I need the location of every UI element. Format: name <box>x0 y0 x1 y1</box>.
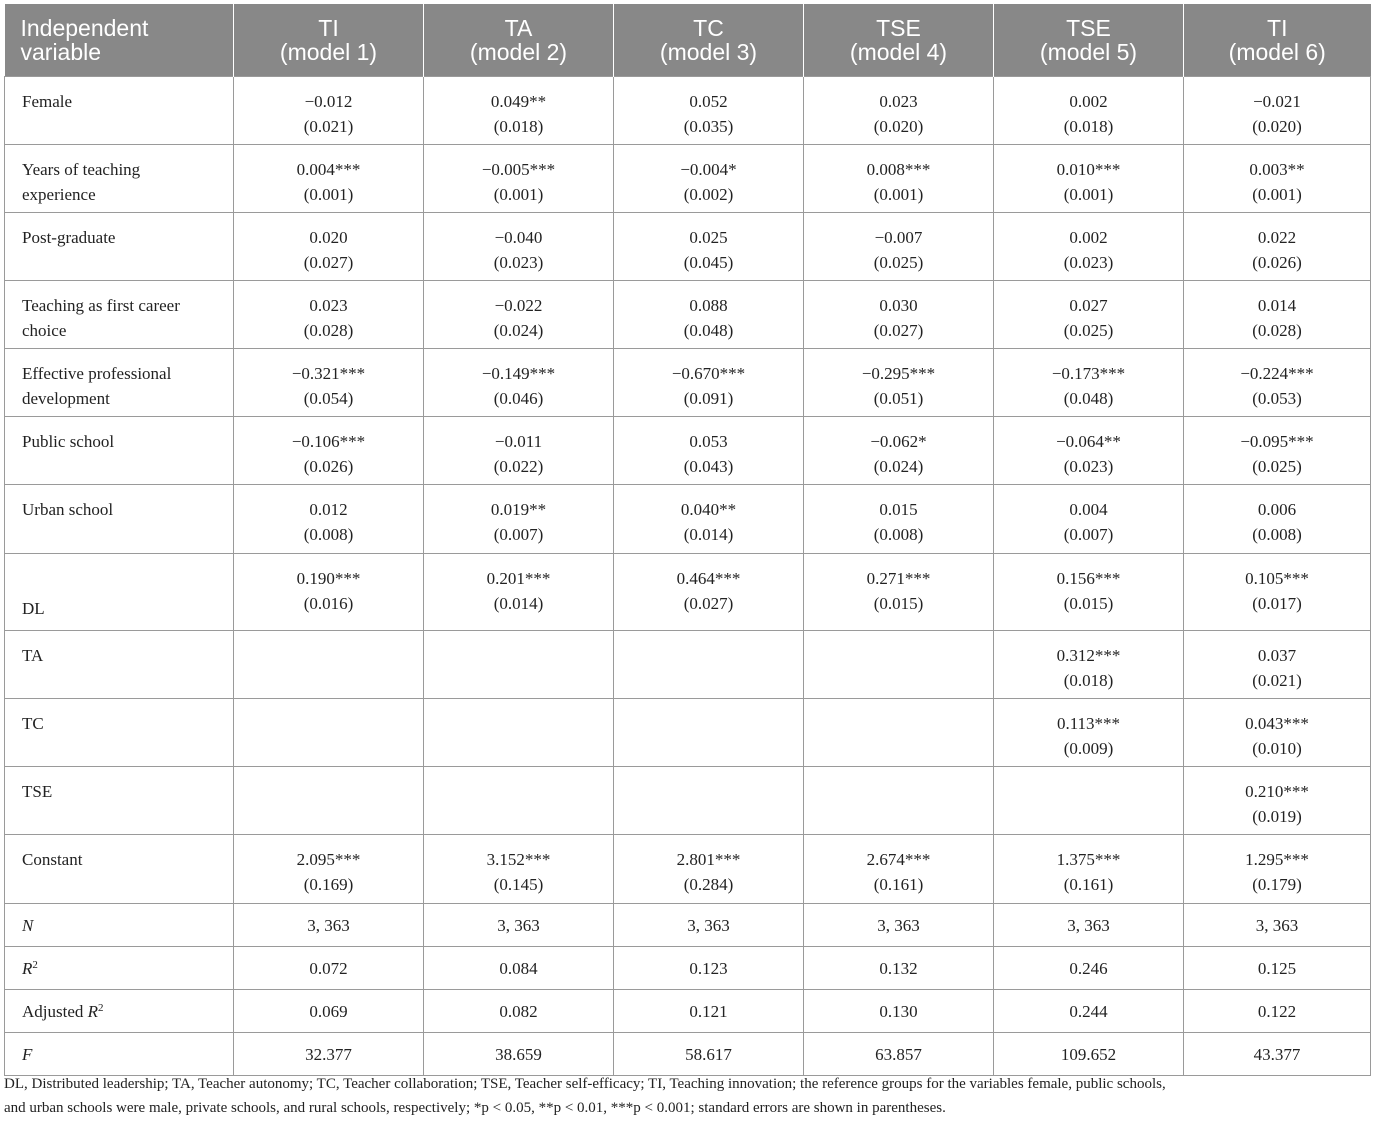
table-row <box>5 699 1371 767</box>
stat-symbol: F <box>22 1045 33 1064</box>
standard-error: (0.026) <box>303 457 354 476</box>
standard-error: (0.025) <box>1063 321 1114 340</box>
stat-value: 3, 363 <box>234 904 424 947</box>
coefficient: 0.113*** <box>1056 714 1121 733</box>
standard-error: (0.014) <box>493 594 544 613</box>
coefficient: 0.006 <box>1257 500 1297 519</box>
cell-model-3 <box>614 349 804 417</box>
coefficient: 0.312*** <box>1056 646 1121 665</box>
coefficient: 2.095*** <box>296 850 361 869</box>
header-row <box>5 4 1371 77</box>
footnote-line-2: and urban schools were male, private schools, and rural schools, respectively; *p < 0.05, **p < 0.01, ***p < 0.001; standard errors are shown in parentheses. <box>4 1100 946 1116</box>
cell-model-6 <box>1184 281 1371 349</box>
coefficient: −0.670*** <box>671 364 746 383</box>
coefficient: 0.043*** <box>1245 714 1309 733</box>
cell-model-5 <box>994 281 1184 349</box>
cell-model-4 <box>804 485 994 554</box>
standard-error: (0.016) <box>303 594 354 613</box>
coefficient: −0.173*** <box>1051 364 1126 383</box>
coefficient: 0.027 <box>1069 296 1108 315</box>
stat-value: 3, 363 <box>614 904 804 947</box>
coefficient: −0.021 <box>1253 92 1301 111</box>
row-label-line: Teaching as first career <box>22 296 180 315</box>
stat-value: 32.377 <box>234 1033 424 1076</box>
stat-value: 3, 363 <box>1184 904 1371 947</box>
coefficient: 0.012 <box>309 500 348 519</box>
cell-model-4 <box>804 77 994 145</box>
row-label-line: Effective professional <box>22 364 172 383</box>
stat-label <box>5 1033 234 1076</box>
row-label-line: Post-graduate <box>22 228 116 247</box>
standard-error: (0.017) <box>1252 594 1302 613</box>
coefficient: 1.295*** <box>1245 850 1309 869</box>
row-label <box>5 699 234 767</box>
row-label-line: DL <box>22 599 45 618</box>
table-row <box>5 417 1371 485</box>
coefficient: 0.023 <box>309 296 348 315</box>
header-model-1: TI (model 1) <box>234 4 424 77</box>
standard-error: (0.015) <box>873 594 924 613</box>
row-label-line: Urban school <box>22 500 114 519</box>
stat-symbol: N <box>22 916 34 935</box>
table-row <box>5 77 1371 145</box>
standard-error: (0.048) <box>683 321 734 340</box>
standard-error: (0.014) <box>683 525 734 544</box>
standard-error: (0.025) <box>1252 457 1302 476</box>
standard-error: (0.179) <box>1252 875 1302 894</box>
cell-model-1 <box>234 631 424 699</box>
stat-value: 0.246 <box>994 947 1184 990</box>
coefficient: −0.295*** <box>861 364 936 383</box>
stat-value: 0.069 <box>234 990 424 1033</box>
standard-error: (0.054) <box>303 389 354 408</box>
standard-error: (0.008) <box>1252 525 1302 544</box>
standard-error: (0.001) <box>303 185 354 204</box>
row-label <box>5 145 234 213</box>
coefficient: 0.201*** <box>486 569 551 588</box>
header-model-2: TA (model 2) <box>424 4 614 77</box>
cell-model-2 <box>424 77 614 145</box>
coefficient: 0.271*** <box>866 569 931 588</box>
cell-model-6 <box>1184 699 1371 767</box>
row-label <box>5 281 234 349</box>
cell-model-2 <box>424 281 614 349</box>
standard-error: (0.010) <box>1252 739 1302 758</box>
cell-model-1 <box>234 835 424 904</box>
stat-label <box>5 947 234 990</box>
row-label-line: Years of teaching <box>22 160 141 179</box>
standard-error: (0.021) <box>1252 671 1302 690</box>
cell-model-4 <box>804 767 994 835</box>
standard-error: (0.001) <box>873 185 924 204</box>
coefficient: 0.105*** <box>1245 569 1309 588</box>
cell-model-6 <box>1184 767 1371 835</box>
standard-error: (0.045) <box>683 253 734 272</box>
stat-value: 0.122 <box>1184 990 1371 1033</box>
standard-error: (0.035) <box>683 117 734 136</box>
cell-model-3 <box>614 213 804 281</box>
standard-error: (0.284) <box>683 875 734 894</box>
header-model-3: TC (model 3) <box>614 4 804 77</box>
header-model-6: TI (model 6) <box>1184 4 1371 77</box>
cell-model-1 <box>234 767 424 835</box>
standard-error: (0.024) <box>873 457 924 476</box>
standard-error: (0.023) <box>1063 457 1114 476</box>
standard-error: (0.024) <box>493 321 544 340</box>
cell-model-5 <box>994 485 1184 554</box>
standard-error: (0.091) <box>683 389 734 408</box>
row-label <box>5 417 234 485</box>
cell-model-1 <box>234 145 424 213</box>
standard-error: (0.018) <box>1063 671 1114 690</box>
row-label <box>5 77 234 145</box>
coefficient: −0.224*** <box>1240 364 1314 383</box>
row-label <box>5 349 234 417</box>
standard-error: (0.008) <box>873 525 924 544</box>
stat-value: 63.857 <box>804 1033 994 1076</box>
row-label <box>5 767 234 835</box>
stat-value: 3, 363 <box>994 904 1184 947</box>
table-row <box>5 554 1371 631</box>
stat-value: 38.659 <box>424 1033 614 1076</box>
standard-error: (0.026) <box>1252 253 1302 272</box>
coefficient: −0.022 <box>494 296 543 315</box>
standard-error: (0.145) <box>493 875 544 894</box>
cell-model-2 <box>424 767 614 835</box>
stat-value: 58.617 <box>614 1033 804 1076</box>
cell-model-2 <box>424 417 614 485</box>
coefficient: 0.052 <box>689 92 728 111</box>
table-row <box>5 631 1371 699</box>
coefficient: 0.003** <box>1249 160 1305 179</box>
stat-label-prefix: Adjusted <box>22 1002 88 1021</box>
stat-value: 0.082 <box>424 990 614 1033</box>
table-row <box>5 145 1371 213</box>
standard-error: (0.043) <box>683 457 734 476</box>
coefficient: 2.801*** <box>676 850 741 869</box>
stat-value: 3, 363 <box>424 904 614 947</box>
stat-value: 0.084 <box>424 947 614 990</box>
cell-model-4 <box>804 835 994 904</box>
cell-model-2 <box>424 213 614 281</box>
standard-error: (0.022) <box>493 457 544 476</box>
stat-row <box>5 904 1371 947</box>
cell-model-5 <box>994 213 1184 281</box>
stat-value: 0.244 <box>994 990 1184 1033</box>
coefficient: 0.037 <box>1257 646 1297 665</box>
coefficient: 0.190*** <box>296 569 361 588</box>
standard-error: (0.020) <box>1252 117 1302 136</box>
cell-model-3 <box>614 835 804 904</box>
header-model-5: TSE (model 5) <box>994 4 1184 77</box>
cell-model-6 <box>1184 213 1371 281</box>
standard-error: (0.027) <box>683 594 734 613</box>
cell-model-4 <box>804 554 994 631</box>
coefficient: 0.023 <box>879 92 918 111</box>
standard-error: (0.020) <box>873 117 924 136</box>
table-row <box>5 213 1371 281</box>
stat-superscript: 2 <box>32 959 38 971</box>
row-label-line: Female <box>22 92 73 111</box>
stat-superscript: 2 <box>98 1002 104 1014</box>
cell-model-3 <box>614 145 804 213</box>
coefficient: 0.015 <box>879 500 918 519</box>
coefficient: −0.062* <box>870 432 927 451</box>
coefficient: 0.156*** <box>1056 569 1121 588</box>
coefficient: −0.005*** <box>481 160 556 179</box>
stat-value: 0.130 <box>804 990 994 1033</box>
cell-model-6 <box>1184 631 1371 699</box>
coefficient: 2.674*** <box>866 850 931 869</box>
footnote-line-1: DL, Distributed leadership; TA, Teacher autonomy; TC, Teacher collaboration; TSE, Teacher self-efficacy; TI, Teaching innovation; the reference groups for the variables female, public schools, <box>4 1076 1166 1092</box>
cell-model-3 <box>614 699 804 767</box>
cell-model-3 <box>614 417 804 485</box>
coefficient: 0.008*** <box>866 160 931 179</box>
coefficient: 0.020 <box>309 228 348 247</box>
cell-model-1 <box>234 349 424 417</box>
standard-error: (0.002) <box>683 185 734 204</box>
coefficient: −0.106*** <box>291 432 366 451</box>
coefficient: 0.022 <box>1257 228 1297 247</box>
cell-model-1 <box>234 554 424 631</box>
cell-model-2 <box>424 699 614 767</box>
stat-label <box>5 904 234 947</box>
stat-value: 0.125 <box>1184 947 1371 990</box>
coefficient: 0.004 <box>1069 500 1108 519</box>
standard-error: (0.161) <box>873 875 924 894</box>
row-label <box>5 631 234 699</box>
stat-value: 0.132 <box>804 947 994 990</box>
cell-model-4 <box>804 417 994 485</box>
stat-value: 0.123 <box>614 947 804 990</box>
row-label <box>5 485 234 554</box>
header-variable: Independent variable <box>5 4 234 77</box>
cell-model-1 <box>234 281 424 349</box>
cell-model-4 <box>804 349 994 417</box>
cell-model-6 <box>1184 145 1371 213</box>
cell-model-5 <box>994 699 1184 767</box>
cell-model-2 <box>424 835 614 904</box>
cell-model-4 <box>804 699 994 767</box>
table-row <box>5 835 1371 904</box>
cell-model-5 <box>994 835 1184 904</box>
stat-value: 43.377 <box>1184 1033 1371 1076</box>
cell-model-6 <box>1184 417 1371 485</box>
stat-value: 0.072 <box>234 947 424 990</box>
row-label-line: TA <box>22 646 44 665</box>
row-label-line: development <box>22 389 110 408</box>
cell-model-6 <box>1184 349 1371 417</box>
cell-model-5 <box>994 349 1184 417</box>
coefficient: −0.012 <box>304 92 353 111</box>
cell-model-1 <box>234 213 424 281</box>
row-label <box>5 554 234 631</box>
cell-model-5 <box>994 767 1184 835</box>
standard-error: (0.025) <box>873 253 924 272</box>
coefficient: −0.321*** <box>291 364 366 383</box>
standard-error: (0.001) <box>1063 185 1114 204</box>
coefficient: 0.004*** <box>296 160 361 179</box>
stat-label <box>5 990 234 1033</box>
cell-model-2 <box>424 145 614 213</box>
standard-error: (0.018) <box>1063 117 1114 136</box>
stat-row <box>5 947 1371 990</box>
table-row <box>5 349 1371 417</box>
coefficient: −0.007 <box>874 228 923 247</box>
standard-error: (0.027) <box>873 321 924 340</box>
row-label-line: choice <box>22 321 67 340</box>
coefficient: −0.095*** <box>1240 432 1314 451</box>
cell-model-3 <box>614 554 804 631</box>
stat-symbol: R <box>87 1002 99 1021</box>
row-label <box>5 835 234 904</box>
standard-error: (0.169) <box>303 875 354 894</box>
cell-model-2 <box>424 554 614 631</box>
table-row <box>5 767 1371 835</box>
stat-value: 0.121 <box>614 990 804 1033</box>
cell-model-5 <box>994 554 1184 631</box>
standard-error: (0.161) <box>1063 875 1114 894</box>
stat-symbol: R <box>22 959 33 978</box>
coefficient: 0.002 <box>1069 92 1108 111</box>
cell-model-2 <box>424 349 614 417</box>
cell-model-3 <box>614 281 804 349</box>
header-model-4: TSE (model 4) <box>804 4 994 77</box>
stat-row <box>5 1033 1371 1076</box>
standard-error: (0.028) <box>303 321 354 340</box>
coefficient: 0.010*** <box>1056 160 1121 179</box>
row-label-line: TSE <box>22 782 53 801</box>
cell-model-1 <box>234 699 424 767</box>
cell-model-5 <box>994 77 1184 145</box>
coefficient: 0.053 <box>689 432 728 451</box>
standard-error: (0.028) <box>1252 321 1302 340</box>
coefficient: 0.014 <box>1257 296 1297 315</box>
standard-error: (0.023) <box>1063 253 1114 272</box>
standard-error: (0.001) <box>1252 185 1302 204</box>
standard-error: (0.015) <box>1063 594 1114 613</box>
coefficient: 0.030 <box>879 296 918 315</box>
cell-model-4 <box>804 631 994 699</box>
cell-model-5 <box>994 145 1184 213</box>
row-label <box>5 213 234 281</box>
table-footnote <box>4 1072 1370 1120</box>
standard-error: (0.046) <box>493 389 544 408</box>
cell-model-3 <box>614 77 804 145</box>
stat-value: 3, 363 <box>804 904 994 947</box>
stat-value: 109.652 <box>994 1033 1184 1076</box>
cell-model-6 <box>1184 554 1371 631</box>
standard-error: (0.021) <box>303 117 354 136</box>
cell-model-1 <box>234 417 424 485</box>
row-label-line: Public school <box>22 432 115 451</box>
coefficient: −0.004* <box>680 160 737 179</box>
cell-model-2 <box>424 631 614 699</box>
coefficient: 1.375*** <box>1056 850 1121 869</box>
regression-table <box>4 4 1371 1076</box>
cell-model-5 <box>994 417 1184 485</box>
standard-error: (0.023) <box>493 253 544 272</box>
cell-model-3 <box>614 631 804 699</box>
stat-row <box>5 990 1371 1033</box>
coefficient: 0.040** <box>680 500 737 519</box>
cell-model-4 <box>804 213 994 281</box>
standard-error: (0.008) <box>303 525 354 544</box>
row-label-line: Constant <box>22 850 83 869</box>
coefficient: 3.152*** <box>486 850 551 869</box>
row-label-line: experience <box>22 185 96 204</box>
standard-error: (0.048) <box>1063 389 1114 408</box>
cell-model-6 <box>1184 77 1371 145</box>
cell-model-1 <box>234 485 424 554</box>
row-label-line: TC <box>22 714 44 733</box>
cell-model-4 <box>804 281 994 349</box>
table-row <box>5 485 1371 554</box>
coefficient: 0.210*** <box>1245 782 1309 801</box>
coefficient: −0.011 <box>494 432 543 451</box>
standard-error: (0.007) <box>493 525 544 544</box>
standard-error: (0.001) <box>493 185 544 204</box>
coefficient: 0.049** <box>490 92 547 111</box>
standard-error: (0.053) <box>1252 389 1302 408</box>
standard-error: (0.027) <box>303 253 354 272</box>
coefficient: −0.040 <box>494 228 543 247</box>
standard-error: (0.009) <box>1063 739 1114 758</box>
coefficient: 0.025 <box>689 228 728 247</box>
coefficient: 0.002 <box>1069 228 1108 247</box>
coefficient: 0.019** <box>490 500 547 519</box>
cell-model-1 <box>234 77 424 145</box>
cell-model-2 <box>424 485 614 554</box>
coefficient: −0.149*** <box>481 364 556 383</box>
coefficient: −0.064** <box>1056 432 1121 451</box>
cell-model-5 <box>994 631 1184 699</box>
cell-model-6 <box>1184 835 1371 904</box>
table-body <box>5 77 1371 1076</box>
standard-error: (0.019) <box>1252 807 1302 826</box>
cell-model-3 <box>614 767 804 835</box>
standard-error: (0.018) <box>493 117 544 136</box>
table-row <box>5 281 1371 349</box>
coefficient: 0.464*** <box>676 569 741 588</box>
standard-error: (0.051) <box>873 389 924 408</box>
standard-error: (0.007) <box>1063 525 1114 544</box>
cell-model-3 <box>614 485 804 554</box>
cell-model-6 <box>1184 485 1371 554</box>
coefficient: 0.088 <box>689 296 728 315</box>
cell-model-4 <box>804 145 994 213</box>
